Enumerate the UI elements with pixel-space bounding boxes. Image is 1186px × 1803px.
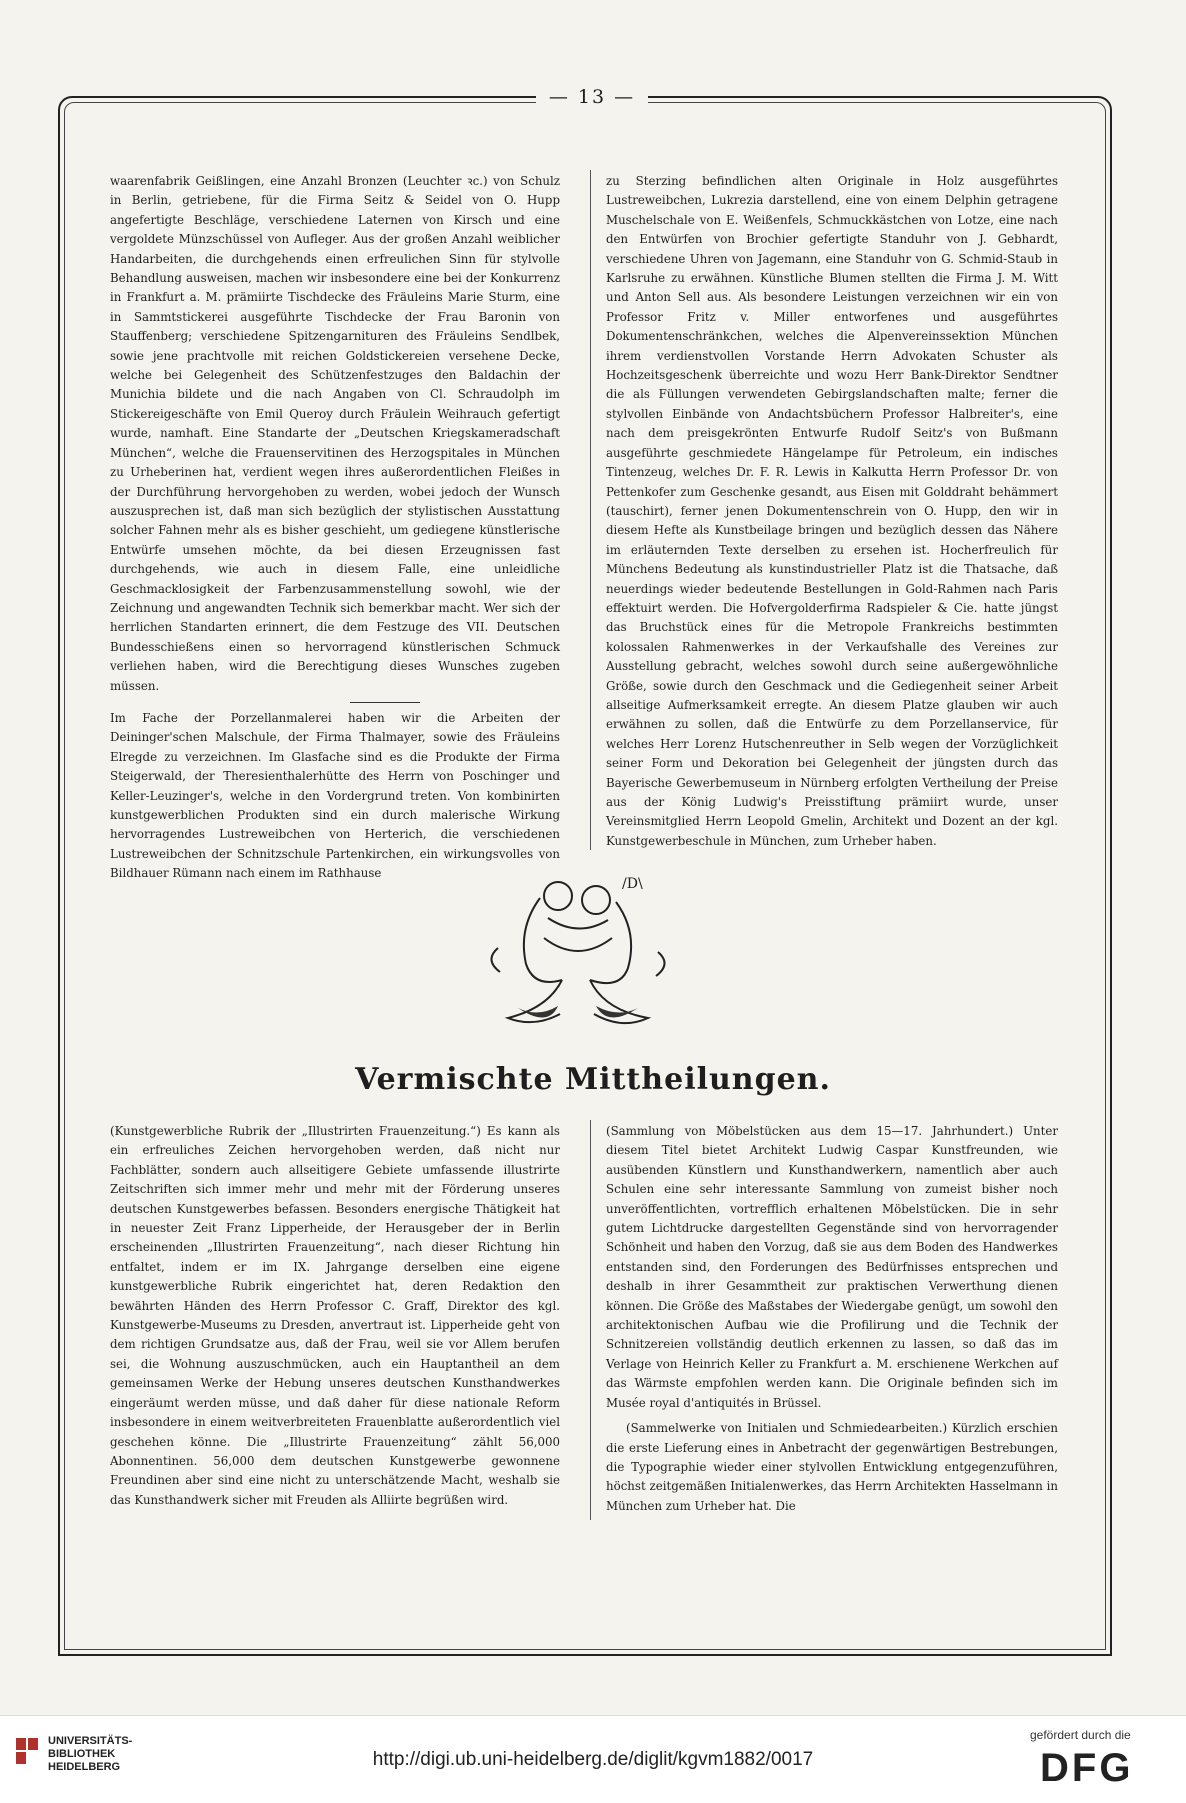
library-line: UNIVERSITÄTS- [48, 1735, 133, 1747]
artist-monogram: /D\ [622, 876, 643, 892]
page-number-value: 13 [577, 86, 607, 108]
dfg-logo: DFG [1040, 1746, 1134, 1790]
monogram-letter: D [626, 876, 638, 892]
paragraph: (Sammlung von Möbelstücken aus dem 15—17. Jahrhundert.) Unter diesem Titel bietet Architekt Ludwig Caspar Kunstfreunden, wie ausübenden Künstlern und Kunsthandwerkern, namentlich aber auch Schulen eine sehr interessante Sammlung von zumeist bisher noch unveröffentlichten, vortrefflich erhaltenen Möbelstücken. Die in sehr gutem Lichtdrucke dargestellten Gegenstände sind von hervorragender Schönheit und haben den Vorzug, daß sie aus dem Boden des Handwerkes entstanden sind, den Forderungen des Bedürfnisses entsprechen und deshalb in ihrer Gesammtheit zur praktischen Verwerthung dienen können. Die Größe des Maßstabes der Wiedergabe genügt, um sowohl den architektonischen Aufbau wie die Profilirung und die Technik der Schnitzereien vollständig deutlich erkennen zu lassen, so daß das im Verlage von Heinrich Keller zu Frankfurt a. M. erschienene Werkchen auf das Wärmste empfohlen werden kann. Die Originale befinden sich im Musée royal d'antiquités in Brüssel. [606, 1124, 1058, 1410]
separator-rule [350, 702, 420, 703]
paragraph: waarenfabrik Geißlingen, eine Anzahl Bronzen (Leuchter ꝛc.) von Schulz in Berlin, getriebene, für die Firma Seitz & Seidel von O. Hupp angefertigte Beschläge, verschiedene Laternen von Kirsch und eine vergoldete Münzschüssel von Aufleger. Aus der großen Anzahl weiblicher Handarbeiten, die durchgehends einen erfreulichen Sinn für stylvolle Behandlung ausweisen, machen wir insbesondere eine bei der Konkurrenz in Frankfurt a. M. prämiirte Tischdecke des Fräuleins Marie Sturm, eine in Sammtstickerei ausgeführte Tischdecke der Frau Baronin von Stauffenberg; verschiedene Spitzengarnituren des Fräuleins Sendlbek, sowie jene prachtvolle mit reichen Goldstickereien versehene Decke, welche bei Gelegenheit des Schützenfestzuges den Baldachin der Munichia bildete und die nach Angaben von Cl. Schraudolph im Stickereigeschäfte von Emil Queroy durch Fräulein Weihrauch gefertigt wurde, namhaft. Eine Standarte der „Deutschen Kriegskameradschaft München“, welche die Frauenservitinen des Herzogspitales in München zu Urheberinen hat, verdient wegen ihres außerordentlichen Fleißes in der Durchführung hervorgehoben zu werden, wobei jedoch der Wunsch auszusprechen ist, daß man sich bezüglich der stylistischen Ausstattung solcher Fahnen mehr als es bisher geschieht, um gediegene künstlerische Entwürfe umsehen möchte, da bei diesen Erzeugnissen fast durchgehends, wie auch in diesem Falle, eine unleidliche Geschmacklosigkeit der Farbenzusammenstellung sowohl, wie der Zeichnung und angewandten Technik sich bemerkbar macht. Wer sich der herrlichen Standarten erinnert, die dem Festzuge des VII. Deutschen Bundesschießens einen so hervorragend künstlerischen Schmuck verliehen haben, wird die Berechtigung dieses Wunsches zugeben müssen. [110, 174, 560, 693]
column-bottom-left [110, 1122, 560, 1510]
paragraph: (Sammelwerke von Initialen und Schmiedearbeiten.) Kürzlich erschien die erste Lieferung eines in Anbetracht der gegenwärtigen Bestrebungen, die Typographie wieder einer stylvollen Entwicklung entgegenzuführen, höchst zeitgemäßen Initialenwerkes, das Herrn Architekten Hasselmann in München zum Urheber hat. Die [606, 1421, 1058, 1513]
section-title: Vermischte Mittheilungen. [355, 1062, 831, 1097]
paragraph: zu Sterzing befindlichen alten Originale in Holz ausgeführtes Lustreweibchen, Lukrezia darstellend, eine von einem Delphin getragene Muschelschale von E. Weißenfels, Schmuckkästchen von Lotze, eine nach den Entwürfen von Brochier gefertigte Standuhr von J. Gebhardt, verschiedene Uhren von Jagemann, eine Standuhr von G. Schmid-Staub in Karlsruhe zu erwähnen. Künstliche Blumen stellten die Firma J. M. Witt und Anton Sell aus. Als besondere Leistungen verzeichnen wir ein von Professor Fritz v. Miller entworfenes und ausgeführtes Dokumentenschränkchen, welches die Alpenvereinssektion München ihrem verdienstvollen Vorstande Herrn Advokaten Schuster als Hochzeitsgeschenk überreichte und wozu Herr Bank-Direktor Sendtner die als Füllungen verwendeten Gebirgslandschaften malte; ferner die stylvollen Einbände von Andachtsbüchern Professor Halbreiter's, eine nach dem preisgekrönten Entwurfe Rudolf Seitz's von Bußmann ausgeführte geschmiedete Hängelampe für Petroleum, ein indisches Tintenzeug, welches Dr. F. R. Lewis in Kalkutta Herrn Professor Dr. von Pettenkofer zum Geschenke gesandt, aus Eisen mit Golddraht behämmert (tauschirt), ferner jenen Dokumentenschrein von O. Hupp, den wir in diesem Hefte als Kunstbeilage bringen und bezüglich dessen das Nähere im erläuternden Texte derselben zu ersehen ist. Hocherfreulich für Münchens Bedeutung als kunstindustrieller Platz ist die Thatsache, daß neuerdings wieder bedeutende Bestellungen in Gold-Rahmen nach Paris effektuirt werden. Die Hofvergolderfirma Radspieler & Cie. hatte jüngst das Bruchstück eines für die Metropole Frankreichs bestimmten kolossalen Rahmenwerkes in der Verkaufshalle des Vereines zur Ausstellung gebracht, welches sowohl durch seine außergewöhnliche Größe, sowie durch den Geschmack und die Gediegenheit seiner Arbeit allseitige Aufmerksamkeit erregte. An diesem Platze glauben wir auch erwähnen zu sollen, daß die Entwürfe zu dem Porzellanservice, für welches Herr Lorenz Hutschenreuther in Selb wegen der Vorzüglichkeit seiner Form und Dekoration bei Gelegenheit der jüngsten durch das Bayerische Gewerbemuseum in Nürnberg erfolgten Vertheilung der Preise aus der König Ludwig's Preisstiftung prämiirt wurde, unser Vereinsmitglied Herrn Leopold Gmelin, Architekt und Dozent an der kgl. Kunstgewerbeschule in München, zum Urheber haben. [606, 174, 1058, 848]
funding-note: gefördert durch die [1030, 1728, 1131, 1742]
library-line: BIBLIOTHEK [48, 1748, 116, 1760]
column-divider-top [590, 170, 591, 850]
column-bottom-right [606, 1122, 1058, 1516]
mermaid-ornament-icon [478, 868, 678, 1038]
library-line: HEIDELBERG [48, 1761, 121, 1773]
column-top-left [110, 172, 560, 884]
page-number: — 13 — [548, 86, 636, 108]
paragraph: (Kunstgewerbliche Rubrik der „Illustrirten Frauenzeitung.“) Es kann als ein erfreuliches Zeichen hervorgehoben werden, daß nicht nur Fachblätter, sondern auch allseitigere Gebiete umfassende illustrirte Zeitschriften sich immer mehr und mehr mit der Förderung unseres deutschen Kunstgewerbes befassen. Besonders energische Thätigkeit hat in neuester Zeit Franz Lipperheide, der Herausgeber der in Berlin erscheinenden „Illustrirten Frauenzeitung“, nach dieser Richtung hin entfaltet, indem er im IX. Jahrgange derselben eine eigene kunstgewerbliche Rubrik eingerichtet hat, deren Redaktion den bewährten Händen des Herrn Professor C. Graff, Direktor des kgl. Kunstgewerbe-Museums zu Dresden, anvertraut ist. Lipperheide geht von dem richtigen Grundsatze aus, daß der Frau, weil sie vor Allem berufen sei, die Wohnung auszuschmücken, auch ein Hauptantheil an dem gemeinsamen Werke der Hebung unseres deutschen Kunsthandwerkes eingeräumt werden müsse, und daß daher für diese nationale Reform insbesondere in einem weitverbreiteten Frauenblatte außerordentlich viel geschehen könne. Die „Illustrirte Frauenzeitung“ zählt 56,000 Abonnentinen. 56,000 dem deutschen Kunstgewerbe gewonnene Freundinen aber sind eine nicht zu unterschätzende Macht, weshalb sie das Kunsthandwerk sicher mit Freuden als Alliirte begrüßen wird. [110, 1124, 560, 1507]
column-divider-bottom [590, 1120, 591, 1520]
paragraph: Im Fache der Porzellanmalerei haben wir die Arbeiten der Deininger'schen Malschule, der Firma Thalmayer, sowie des Fräuleins Elregde zu verzeichnen. Im Glasfache sind es die Produkte der Firma Steigerwald, der Theresienthalerhütte des Herrn von Poschinger und Keller-Leuzinger's, welche in den Vordergrund treten. Von kombinirten kunstgewerblichen Produkten sind ein durch malerische Wirkung hervorragendes Lustreweibchen von Herterich, die verschiedenen Lustreweibchen der Schnitzschule Partenkirchen, ein wirkungsvolles von Bildhauer Rümann nach einem im Rathhause [110, 710, 560, 881]
column-top-right [606, 172, 1058, 851]
permalink-url[interactable]: http://digi.ub.uni-heidelberg.de/diglit/kgvm1882/0017 [372, 1749, 814, 1770]
